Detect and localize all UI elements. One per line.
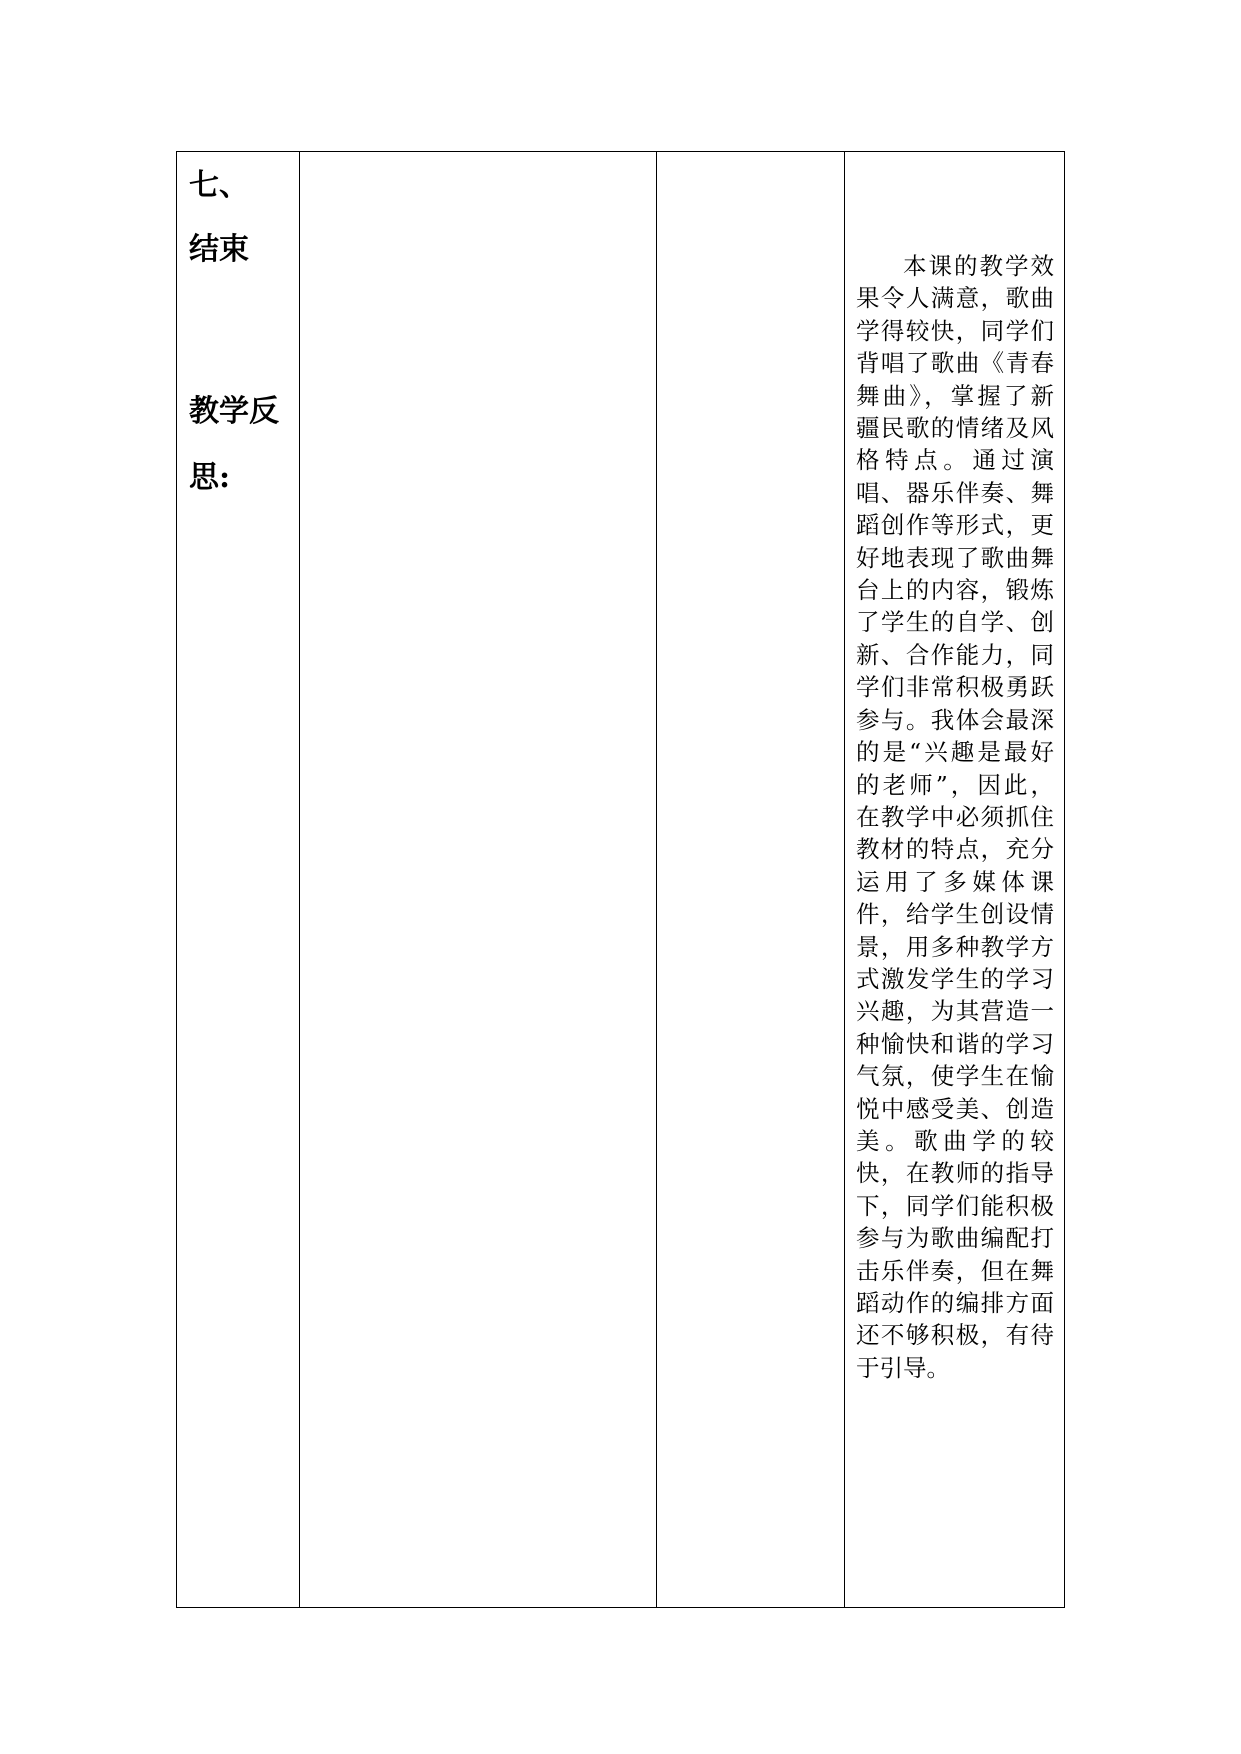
lesson-plan-table — [176, 151, 1065, 1608]
reflection-text: 本课的教学效果令人满意，歌曲学得较快，同学们背唱了歌曲《青春舞曲》，掌握了新疆民歌的情绪及风格特点。通过演唱、器乐伴奏、舞蹈创作等形式，更好地表现了歌曲舞台上的内容，锻炼了学生的自学、创新、合作能力，同学们非常积极勇跃参与。我体会最深的是“兴趣是最好的老师”，因此，在教学中必须抓住教材的特点，充分运用了多媒体课件，给学生创设情景，用多种教学方式激发学生的学习兴趣，为其营造一种愉快和谐的学习气氛，使学生在愉悦中感受美、创造美。歌曲学的较快，在教师的指导下，同学们能积极参与为歌曲编配打击乐伴奏，但在舞蹈动作的编排方面还不够积极，有待于引导。 — [856, 252, 1054, 1382]
section-label: 七、 — [189, 168, 249, 203]
label-cell — [177, 152, 300, 1608]
reflection-label-cont: 思: — [189, 460, 231, 495]
reflection-label: 教学反 — [189, 394, 279, 429]
table-row — [177, 152, 1065, 1608]
empty-cell-content — [300, 152, 657, 1608]
section-label-end: 结束 — [189, 232, 249, 267]
reflection-cell — [845, 152, 1065, 1608]
empty-cell-activity — [657, 152, 845, 1608]
